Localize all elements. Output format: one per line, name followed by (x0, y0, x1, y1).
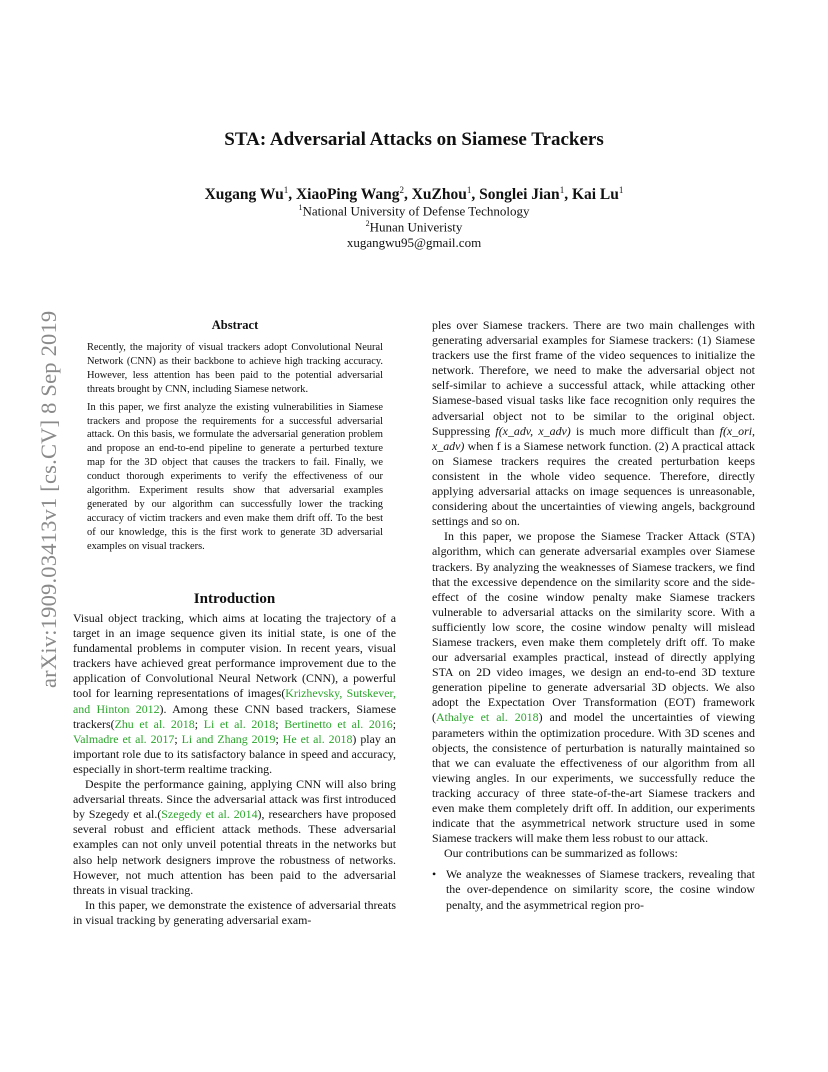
body-text: ). Among these CNN based trackers, Siamese trackers( (73, 701, 396, 731)
body-paragraph: Our contributions can be summarized as follows: (444, 846, 678, 861)
body-text: We analyze the weaknesses of Siamese trackers, revealing that the over-dependence on similarity score, the cosine window penalty, and the asymmetrical region pro- (446, 867, 755, 912)
citation-link[interactable]: Bertinetto et al. 2016 (284, 716, 393, 731)
author-name: XuZhou (411, 186, 467, 204)
affiliation-text: Hunan Univeristy (369, 219, 463, 235)
contribution-list (432, 867, 755, 912)
paper-title: STA: Adversarial Attacks on Siamese Trackers (224, 129, 604, 150)
author-email[interactable]: xugangwu95@gmail.com (346, 235, 482, 250)
author-name: XiaoPing Wang (295, 186, 400, 204)
author-affil-mark: 1 (466, 185, 472, 195)
citation-link[interactable]: He et al. 2018 (282, 731, 353, 746)
body-text: ; (275, 731, 283, 746)
citation-link[interactable]: Zhu et al. 2018 (114, 716, 195, 731)
affiliation-text: National University of Defense Technology (302, 203, 530, 219)
intro-paragraph (73, 777, 396, 898)
body-text: ; (275, 716, 285, 731)
affiliation-mark: 1 (298, 203, 303, 212)
abstract-paragraph: In this paper, we first analyze the existing vulnerabilities in Siamese trackers and propose the requirements for a successful adversarial attack. On this basis, we formulate the adversarial generation problem and propose an end-to-end pipeline to generate a perturbed texture map for the 3D object that causes the trackers to fail. Finally, we conduct thorough experiments to verify the effectiveness of our algorithm. Experiment results show that adversarial examples generated by our algorithm can successfully lower the tracking accuracy of victim trackers and even make them drift off. To the best of our knowledge, this is the first work to generate 3D adversarial examples on visual trackers. (87, 401, 383, 552)
bullet-icon: • (432, 867, 437, 882)
body-text: ples over Siamese trackers. There are two main challenges with generating adversarial examples for Siamese trackers: (1) Siamese trackers use the first frame of the video sequences to initialize the network. Therefore, we need to make the adversarial object not self-similar to achieve a successful attack, while attacking other Siamese-based visual tasks like face recognition only requires the adversarial object not to be similar to the original object. Suppressing (432, 318, 755, 438)
body-text: Despite the performance gaining, applying CNN will also bring adversarial threats. Since the adversarial attack was first introduced by Szegedy et al.( (73, 777, 396, 822)
citation-link[interactable]: Li and Zhang 2019 (181, 731, 276, 746)
author-affil-mark: 1 (559, 185, 565, 195)
affiliation-mark: 2 (365, 219, 370, 228)
citation-link[interactable]: Li et al. 2018 (203, 716, 276, 731)
body-text: ; (194, 716, 204, 731)
citation-link[interactable]: Krizhevsky, Sutskever, and Hinton 2012 (73, 686, 396, 716)
body-text: when f is a Siamese network function. (2) A practical attack on Siamese trackers requires the created perturbation keeps consistent in the whole video sequence. Therefore, directly applying adversarial attacks on image sequences is unreasonable, considering about the uncertainties of viewing angels, background settings and so on. (432, 438, 755, 529)
body-text: ) play an important role due to its satisfactory balance in speed and accuracy, especially in short-term realtime tracking. (73, 731, 397, 776)
citation-link[interactable]: Valmadre et al. 2017 (73, 731, 175, 746)
intro-body (73, 611, 396, 928)
body-paragraph (432, 529, 755, 846)
math-expression: f(x_adv, x_adv) (495, 423, 571, 438)
author-name: Kai Lu (571, 186, 619, 204)
introduction-heading: Introduction (193, 591, 276, 607)
author-affil-mark: 1 (618, 185, 624, 195)
abstract-heading: Abstract (211, 318, 259, 332)
arxiv-sidebar (14, 293, 61, 688)
body-text: ; (174, 731, 182, 746)
arxiv-identifier[interactable]: arXiv:1909.03413v1 [cs.CV] 8 Sep 2019 (36, 310, 61, 688)
abstract-body (87, 341, 383, 558)
affiliation-2 (0, 219, 828, 235)
body-text: In this paper, we propose the Siamese Tracker Attack (STA) algorithm, which can generate adversarial examples over Siamese trackers. By analyzing the weaknesses of Siamese trackers, we find that the excessive dependence on the similarity score and the side-effect of the cosine window penalty make Siamese trackers vulnerable to adversarial attacks on the similarity score. With a sufficiently low score, the cosine window penalty will mislead Siamese trackers, even make them completely drift off. To make our adversarial examples practical, instead of directly applying STA on 2D video images, we design an end-to-end 3D texture generation pipeline to generate adversarial 3D objects. We also adopt the Expectation Over Transformation (EOT) framework ( (432, 529, 755, 725)
affiliation-1 (0, 203, 828, 219)
author-name: Xugang Wu (204, 186, 284, 204)
citation-link[interactable]: Athalye et al. 2018 (435, 710, 539, 725)
contribution-item (432, 867, 755, 912)
author-list: Xugang Wu$^1$, XiaoPing Wang$^2$, XuZhou$^1$, Songlei Jian$^1$, Kai Lu$^1$ (204, 185, 624, 204)
intro-paragraph: In this paper, we demonstrate the existence of adversarial threats in visual tracking by generating adversarial exam- (73, 897, 396, 927)
abstract-paragraph: Recently, the majority of visual trackers adopt Convolutional Neural Network (CNN) as their backbone to achieve high tracking accuracy. However, less attention has been paid to the potential adversarial threats brought by CNN, including Siamese network. (87, 342, 383, 395)
body-text: ), researchers have proposed several robust and efficient attack methods. These adversarial examples can not only unveil potential threats in the networks but also help network designers improve the robustness of networks. However, not much attention has been paid to the adversarial threats in visual tracking. (73, 807, 396, 897)
body-text: ; (392, 716, 396, 731)
body-text: Visual object tracking, which aims at locating the trajectory of a target in an image sequence given its initial state, is one of the fundamental problems in computer vision. In recent years, visual trackers have achieved great performance improvement due to the application of Convolutional Neural Network (CNN), a powerful tool for learning representations of images( (73, 611, 396, 701)
author-name: Songlei Jian (479, 186, 560, 204)
body-text: ) and model the uncertainties of viewing parameters within the optimization procedure. With 3D scenes and objects, the consistence of perturbation is naturally maintained so that we can evaluate the effectiveness of our algorithm from all viewing angles. In our experiments, we successfully reduce the tracking accuracy of three state-of-the-art Siamese trackers and even make them completely drift off. In addition, our experiments indicate that the asymmetrical network structure used in some Siamese trackers will make them less robust to our attack. (432, 710, 755, 846)
body-paragraph (432, 318, 755, 529)
citation-link[interactable]: Szegedy et al. 2014 (161, 807, 258, 822)
math-expression: f(x_ori, x_adv) (432, 423, 755, 453)
body-text: is much more difficult than (570, 423, 720, 438)
author-affil-mark: 2 (399, 185, 404, 195)
right-column-body (432, 318, 755, 913)
author-affil-mark: 1 (283, 185, 289, 195)
intro-paragraph (73, 611, 396, 777)
